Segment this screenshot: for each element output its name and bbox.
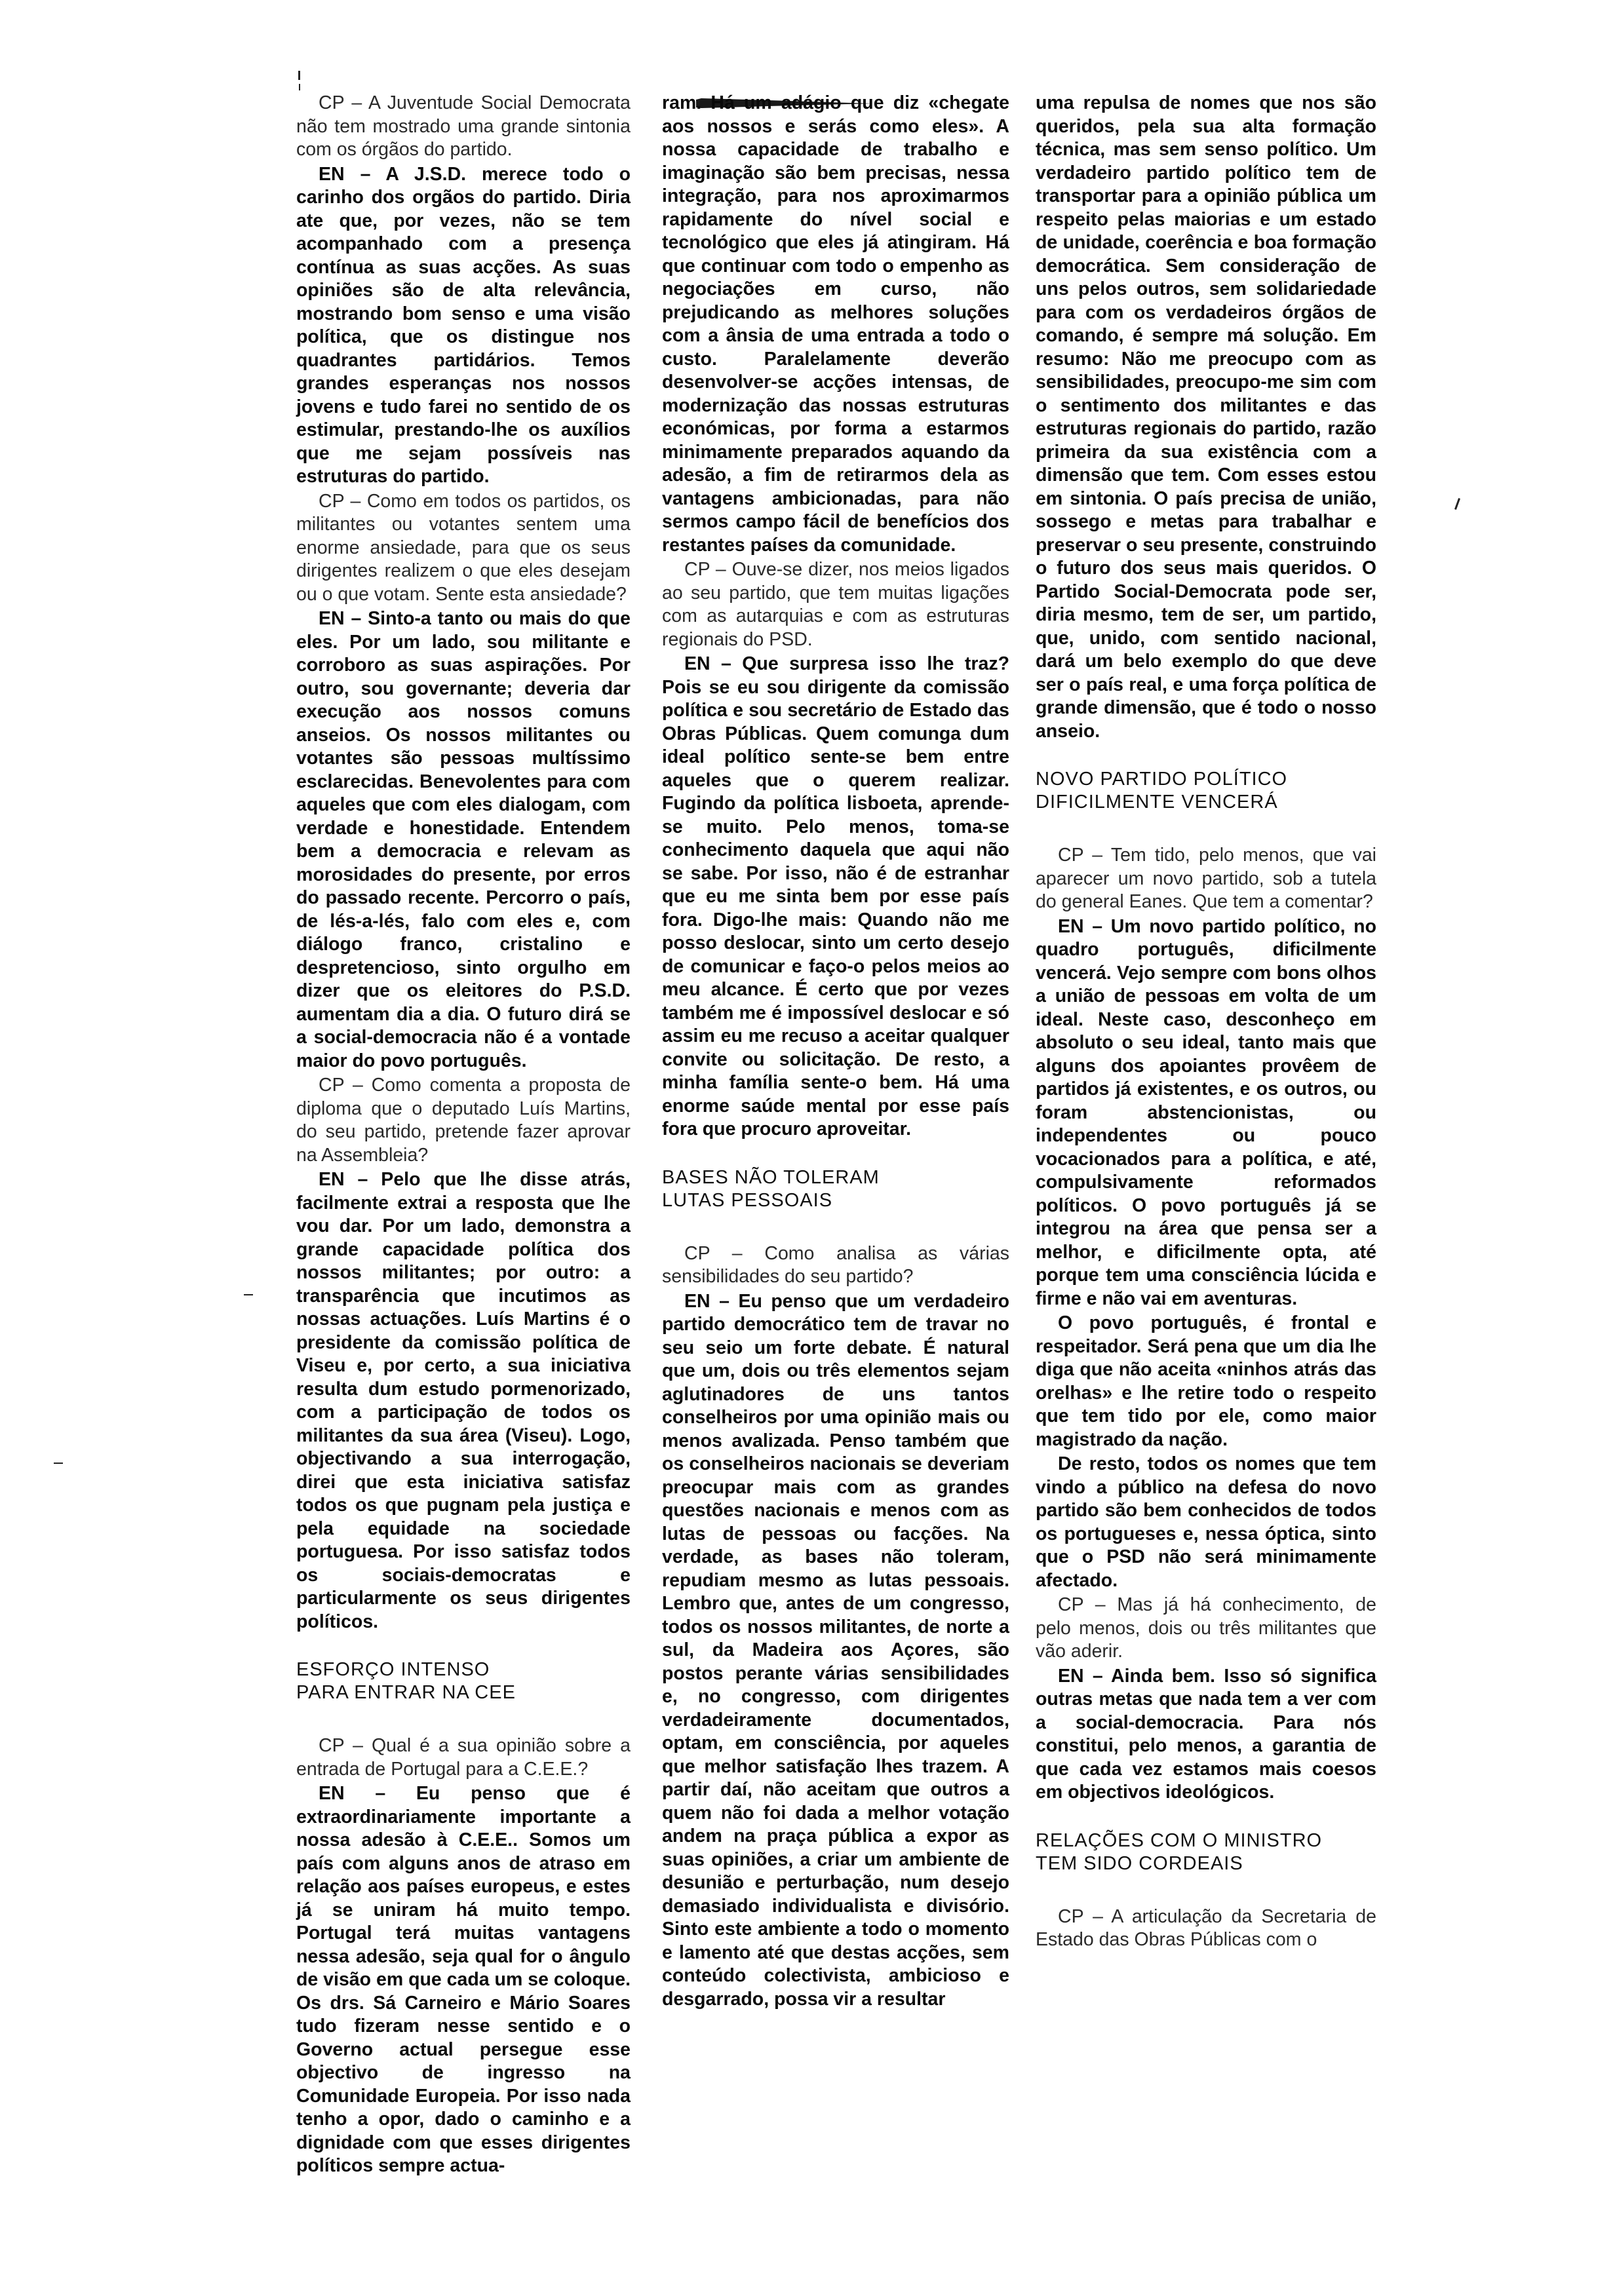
article-column-2: [662, 92, 1009, 2012]
interview-answer: EN – Um novo partido político, no quadro português, dificilmente vencerá. Vejo sempre com bons olhos a união de pessoas em volta de um ideal. Neste caso, desconheço em absoluto o seu ideal, tanto mais que alguns dos apoiantes provêem de partidos já existentes, e os outros, ou foram abstencionistas, ou independentes ou pouco vocacionados para a política, e até, compulsivamente reformados políticos. O povo português já se integrou na área que pensa ser a melhor, e dificilmente opta, até porque tem uma consciência lúcida e firme e não vai em aventuras.: [1036, 915, 1376, 1309]
section-heading-line: DIFICILMENTE VENCERÁ: [1036, 792, 1278, 813]
interview-answer: O povo português, é frontal e respeitador. Será pena que um dia lhe diga que não aceita «ninhos atrás das orelhas» e lhe retire todo o respeito que tem tido por ele, como maior magistrado da nação.: [1036, 1312, 1376, 1450]
section-heading-line: ESFORÇO INTENSO: [296, 1659, 490, 1680]
interview-question: CP – Como analisa as várias sensibilidades do seu partido?: [662, 1242, 1009, 1287]
interview-question: CP – A articulação da Secretaria de Estado das Obras Públicas com o: [1036, 1905, 1376, 1950]
interview-answer: EN – Eu penso que é extraordinariamente importante a nossa adesão à C.E.E.. Somos um país com alguns anos de atraso em relação aos países europeus, e estes já se uniram há muito tempo. Portugal terá muitas vantagens nessa adesão, seja qual for o ângulo de visão em que cada um se coloque. Os drs. Sá Carneiro e Mário Soares tudo fizeram nesse sentido e o Governo actual persegue esse objectivo de ingresso na Comunidade Europeia. Por isso nada tenho a opor, dado o caminho e a dignidade com que esses dirigentes políticos sempre actua-: [296, 1783, 631, 2176]
section-heading: [1036, 1829, 1376, 1875]
scan-speck: [299, 84, 300, 90]
section-heading-line: BASES NÃO TOLERAM: [662, 1166, 880, 1188]
section-heading-line: NOVO PARTIDO POLÍTICO: [1036, 769, 1288, 790]
interview-answer: EN – Eu penso que um verdadeiro partido democrático tem de travar no seu seio um forte debate. É natural que um, dois ou três elementos sejam aglutinadores de uns tantos conselheiros por uma opinião mais ou menos avalizada. Penso também que os conselheiros nacionais se deveriam preocupar mais com as grandes questões nacionais e menos com as lutas de pessoas ou facções. Na verdade, as bases não toleram, repudiam mesmo as lutas pessoais. Lembro que, antes de um congresso, todos os nossos militantes, de norte a sul, da Madeira aos Açores, são postos perante várias sensibilidades e, no congresso, com dirigentes verdadeiramente documentados, optam, em consciência, por aqueles que melhor satisfação lhes trazem. A partir daí, não aceitam que outros a quem não foi dada a melhor votação andem na praça pública a expor as suas opiniões, a criar um ambiente de desunião e perturbação, num desejo demasiado individualista e divisório. Sinto este ambiente a todo o momento e lamento até que destas acções, sem conteúdo colectivista, ambicioso e desgarrado, possa vir a resultar: [662, 1290, 1009, 2010]
interview-answer: ram. Há um adágio que diz «chegate aos nossos e serás como eles». A nossa capacidade de trabalho e imaginação são bem precisas, nessa integração, para nos aproximarmos rapidamente do nível social e tecnológico que eles já atingiram. Há que continuar com todo o empenho as negociações em curso, não prejudicando as melhores soluções com a ânsia de uma entrada a todo o custo. Paralelamente deverão desenvolver-se acções intensas, de modernização das nossas estruturas económicas, por forma a estarmos minimamente preparados aquando da adesão, a fim de retirarmos dela as vantagens ambicionadas, para não sermos campo fácil de benefícios dos restantes países da comunidade.: [662, 92, 1009, 556]
interview-question: CP – Qual é a sua opinião sobre a entrada de Portugal para a C.E.E.?: [296, 1735, 631, 1780]
interview-question: CP – Ouve-se dizer, nos meios ligados ao seu partido, que tem muitas ligações com as autarquias e com as estruturas regionais do PSD.: [662, 559, 1009, 650]
article-column-1: [296, 92, 631, 2179]
interview-question: CP – Mas já há conhecimento, de pelo menos, dois ou três militantes que vão aderir.: [1036, 1594, 1376, 1662]
scan-speck: [244, 1294, 253, 1295]
interview-answer: De resto, todos os nomes que tem vindo a público na defesa do novo partido são bem conhecidos de todos os portugueses e, nessa óptica, sinto que o PSD não será minimamente afectado.: [1036, 1453, 1376, 1591]
scan-speck: [54, 1463, 63, 1464]
section-heading-line: PARA ENTRAR NA CEE: [296, 1682, 516, 1703]
scan-speck: [1454, 498, 1460, 510]
interview-question: CP – Como comenta a proposta de diploma que o deputado Luís Martins, do seu partido, pretende fazer aprovar na Assembleia?: [296, 1075, 631, 1166]
section-heading-line: TEM SIDO CORDEAIS: [1036, 1852, 1243, 1874]
interview-answer: EN – Ainda bem. Isso só significa outras metas que nada tem a ver com a social-democracia. Para nós constitui, pelo menos, a garantia de que cada vez estamos mais coesos em objectivos ideológicos.: [1036, 1665, 1376, 1803]
interview-answer: EN – Pelo que lhe disse atrás, facilmente extrai a resposta que lhe vou dar. Por um lado, demonstra a grande capacidade política dos nossos militantes; por outro: a transparência que incutimos as nossas actuações. Luís Martins é o presidente da comissão política de Viseu e, por certo, a sua iniciativa resulta dum estudo pormenorizado, com a participação de todos os militantes da sua área (Viseu). Logo, objectivando a sua interrogação, direi que esta iniciativa satisfaz todos os que pugnam pela justiça e pela equidade na sociedade portuguesa. Por isso satisfaz todos os sociais-democratas e particularmente os seus dirigentes políticos.: [296, 1169, 631, 1632]
interview-question: CP – A Juventude Social Democrata não tem mostrado uma grande sintonia com os órgãos do partido.: [296, 92, 631, 160]
article-column-3: [1036, 92, 1376, 1953]
scan-speck: [298, 71, 300, 80]
interview-answer: uma repulsa de nomes que nos são queridos, pela sua alta formação técnica, mas sem senso político. Um verdadeiro partido político tem de transportar para a opinião pública um respeito pelas maiorias e um estado de unidade, coerência e boa formação democrática. Sem consideração de uns pelos outros, sem solidariedade para com os verdadeiros órgãos de comando, é sempre má solução. Em resumo: Não me preocupo com as sensibilidades, preocupo-me sim com o sentimento dos militantes e das estruturas regionais do partido, razão primeira da sua existência com a dimensão que tem. Com esses estou em sintonia. O país precisa de união, sossego e metas para trabalhar e preservar o seu presente, construindo o futuro dos seus mais queridos. O Partido Social-Democrata pode ser, diria mesmo, tem de ser, um partido, que, unido, com sentido nacional, dará um belo exemplo do que deve ser o país real, e uma força política de grande dimensão, que é todo o nosso anseio.: [1036, 92, 1376, 742]
section-heading: [296, 1658, 631, 1704]
section-heading: [1036, 768, 1376, 814]
interview-question: CP – Tem tido, pelo menos, que vai aparecer um novo partido, sob a tutela do general Eanes. Que tem a comentar?: [1036, 845, 1376, 912]
interview-answer: EN – Que surpresa isso lhe traz? Pois se eu sou dirigente da comissão política e sou secretário de Estado das Obras Públicas. Quem comunga dum ideal político sente-se bem entre aqueles que o querem realizar. Fugindo da política lisboeta, aprende-se muito. Pelo menos, toma-se conhecimento daquela que aqui não se sabe. Por isso, não é de estranhar que eu me sinta bem por esse país fora. Digo-lhe mais: Quando não me posso deslocar, sinto um certo desejo de comunicar e faço-o pelos meios ao meu alcance. É certo que por vezes também me é impossível deslocar e só assim eu me recuso a aceitar qualquer convite ou solicitação. De resto, a minha família sente-o bem. Há uma enorme saúde mental por esse país fora que procuro aproveitar.: [662, 653, 1009, 1139]
interview-question: CP – Como em todos os partidos, os militantes ou votantes sentem uma enorme ansiedade, para que os seus dirigentes realizem o que eles desejam ou o que votam. Sente esta ansiedade?: [296, 490, 631, 605]
section-heading-line: RELAÇÕES COM O MINISTRO: [1036, 1829, 1323, 1851]
interview-answer: EN – Sinto-a tanto ou mais do que eles. Por um lado, sou militante e corroboro as suas aspirações. Por outro, sou governante; deveria dar execução aos nossos comuns anseios. Os nossos militantes ou votantes são pessoas multíssimo esclarecidas. Benevolentes para com aqueles que com eles dialogam, com verdade e honestidade. Entendem bem a democracia e relevam as morosidades do presente, por erros do passado recente. Percorro o país, de lés-a-lés, falo com eles e, com diálogo franco, cristalino e despretencioso, sinto orgulho em dizer que os eleitores do P.S.D. aumentam dia a dia. O futuro dirá se a social-democracia não é a vontade maior do povo português.: [296, 608, 631, 1071]
interview-answer: EN – A J.S.D. merece todo o carinho dos orgãos do partido. Diria ate que, por vezes, não se tem acompanhado com a presença contínua as suas acções. As suas opiniões são de alta relevância, mostrando bom senso e uma visão política, que os distingue nos quadrantes partidários. Temos grandes esperanças nos nossos jovens e tudo farei no sentido de os estimular, prestando-lhe os auxílios que me sejam possíveis nas estruturas do partido.: [296, 163, 631, 487]
section-heading: [662, 1166, 1009, 1212]
section-heading-line: LUTAS PESSOAIS: [662, 1189, 833, 1211]
